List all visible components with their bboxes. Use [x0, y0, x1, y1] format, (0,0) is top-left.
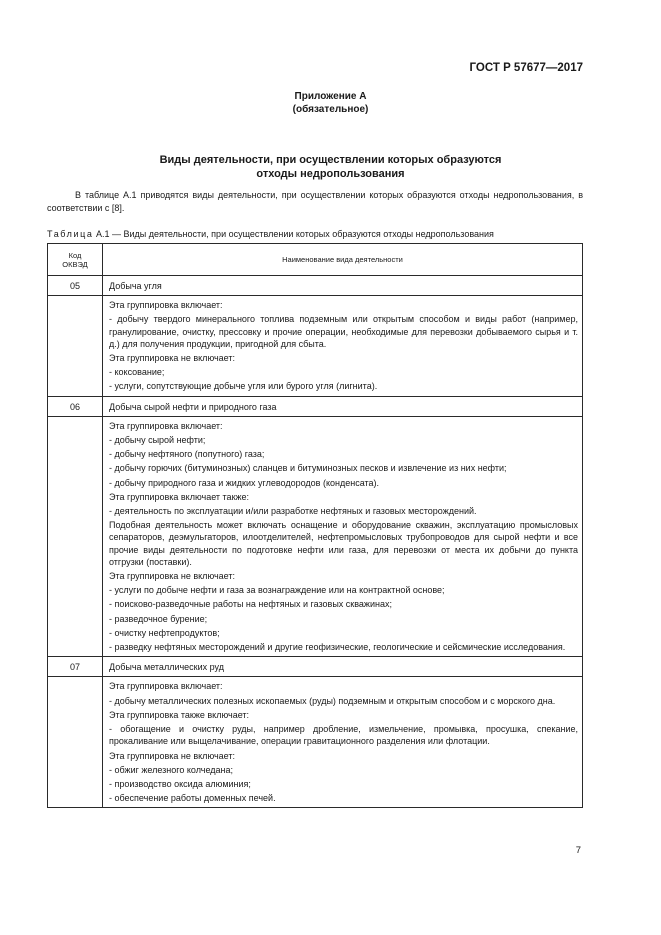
- description-line: Эта группировка также включает:: [109, 709, 250, 720]
- description-list-item: - добычу твердого минерального топлива подземным или открытым способом и виды работ (например, гранулирование, очистку, прессовку и прочие операции, необходимые для перевозки добываемого сырья и т. д.) для получения продукции, пригодной для сбыта.: [109, 314, 578, 349]
- description-list-item: - услуги по добыче нефти и газа за вознаграждение или на контрактной основе;: [109, 585, 445, 596]
- description-list-item: - добычу сырой нефти;: [109, 435, 206, 446]
- activity-title: Добыча сырой нефти и природного газа: [103, 396, 583, 416]
- description-list-item: - очистку нефтепродуктов;: [109, 627, 220, 638]
- empty-code-cell: [48, 677, 103, 808]
- appendix-status: (обязательное): [292, 104, 369, 115]
- description-list-item: - обогащение и очистку руды, например дробление, измельчение, промывка, просушка, спекание, прокаливание или выщелачивание, операции гравитационного разделения или флотации.: [109, 724, 578, 747]
- activity-description: [103, 416, 583, 656]
- table-row-content: [48, 677, 583, 808]
- table-header-row: [48, 244, 583, 276]
- empty-code-cell: [48, 296, 103, 396]
- description-line: Эта группировка включает также:: [109, 491, 250, 502]
- description-list-item: - добычу металлических полезных ископаемых (руды) подземным и открытым способом и с морского дна.: [109, 695, 556, 706]
- activity-code: 07: [48, 657, 103, 677]
- description-list-item: - добычу нефтяного (попутного) газа;: [109, 449, 265, 460]
- intro-paragraph: В таблице А.1 приводятся виды деятельности, при осуществлении которых образуются отходы недропользования, в соответствии с [8].: [47, 190, 583, 213]
- activity-title: Добыча металлических руд: [103, 657, 583, 677]
- table-caption-text: А.1 — Виды деятельности, при осуществлении которых образуются отходы недропользования: [93, 229, 494, 239]
- activities-table: [47, 243, 583, 808]
- header-code-line-2: ОКВЭД: [62, 259, 88, 269]
- description-list-item: - разведочное бурение;: [109, 613, 208, 624]
- description-line: Эта группировка не включает:: [109, 571, 236, 582]
- empty-code-cell: [48, 416, 103, 656]
- description-line: Эта группировка включает:: [109, 300, 223, 311]
- table-caption: [47, 228, 494, 240]
- table-row-content: [48, 416, 583, 656]
- section-title-line-2: отходы недропользования: [256, 168, 405, 180]
- description-line: Эта группировка включает:: [109, 420, 223, 431]
- table-row-title: [48, 657, 583, 677]
- appendix-title: Приложение А: [294, 91, 367, 102]
- description-line: Эта группировка не включает:: [109, 353, 236, 364]
- table-row-content: [48, 296, 583, 396]
- header-code-cell: [48, 244, 103, 276]
- header-name-cell: Наименование вида деятельности: [103, 244, 583, 276]
- description-list-item: - услуги, сопутствующие добыче угля или бурого угля (лигнита).: [109, 381, 378, 392]
- description-line: Эта группировка включает:: [109, 681, 223, 692]
- description-list-item: - деятельность по эксплуатации и/или разработке нефтяных и газовых месторождений.: [109, 506, 477, 517]
- activity-code: 05: [48, 276, 103, 296]
- description-line: Эта группировка не включает:: [109, 750, 236, 761]
- appendix-heading: [0, 90, 661, 116]
- page-number: 7: [575, 845, 581, 856]
- description-list-item: - добычу горючих (битуминозных) сланцев и битуминозных песков и извлечение из них нефти;: [109, 463, 507, 474]
- table-row-title: [48, 276, 583, 296]
- activity-title: Добыча угля: [103, 276, 583, 296]
- header-code-line-1: Код: [68, 250, 82, 260]
- description-line: Подобная деятельность может включать оснащение и оборудование скважин, эксплуатацию промысловых сепараторов, деэмульгаторов, илоотделителей, нефтепромысловых трубопроводов для сырой нефти и все прочие виды деятельности по подготовке нефти или газа, для перевозки от места их добычи до пункта отгрузки (поставки).: [109, 520, 578, 567]
- description-list-item: - производство оксида алюминия;: [109, 778, 251, 789]
- section-title-line-1: Виды деятельности, при осуществлении которых образуются: [159, 154, 502, 166]
- activity-description: [103, 296, 583, 396]
- description-list-item: - поисково-разведочные работы на нефтяных и газовых скважинах;: [109, 599, 392, 610]
- description-list-item: - коксование;: [109, 367, 165, 378]
- table-caption-prefix: Таблица: [47, 229, 94, 239]
- section-title: [0, 153, 661, 181]
- table-body: [48, 276, 583, 808]
- activity-description: [103, 677, 583, 808]
- description-list-item: - обжиг железного колчедана;: [109, 764, 233, 775]
- standard-number: ГОСТ Р 57677—2017: [469, 62, 583, 74]
- table-row-title: [48, 396, 583, 416]
- activity-code: 06: [48, 396, 103, 416]
- description-list-item: - добычу природного газа и жидких углеводородов (конденсата).: [109, 477, 380, 488]
- description-list-item: - разведку нефтяных месторождений и другие геофизические, геологические и сейсмические исследования.: [109, 642, 566, 653]
- description-list-item: - обеспечение работы доменных печей.: [109, 793, 276, 804]
